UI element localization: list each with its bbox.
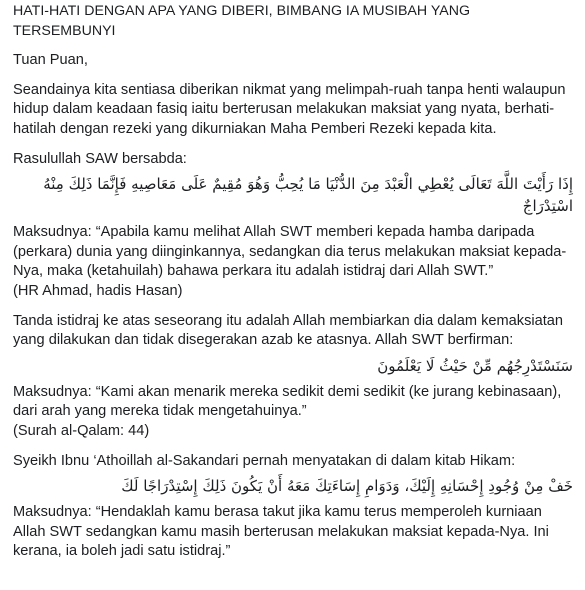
post-title: HATI-HATI DENGAN APA YANG DIBERI, BIMBANG IA MUSIBAH YANG TERSEMBUNYI	[13, 3, 470, 39]
quran-arabic: سَنَسْتَدْرِجُهُم مِّنْ حَيْثُ لَا يَعْلَمُونَ	[377, 356, 573, 375]
quran-meaning: Maksudnya: “Kami akan menarik mereka sedikit demi sedikit (ke jurang kebinasaan), dari arah yang mereka tidak mengetahuinya.”	[13, 383, 562, 420]
hadith-intro: Rasulullah SAW bersabda:	[13, 150, 187, 167]
hikam-intro: Syeikh Ibnu ‘Athoillah al-Sakandari pernah menyatakan di dalam kitab Hikam:	[13, 452, 516, 469]
hadith-meaning: Maksudnya: “Apabila kamu melihat Allah SWT memberi kepada hamba daripada (perkara) dunia yang diinginkannya, sedangkan dia terus melakukan maksiat kepada-Nya, maka (ketahuilah) bahawa perkara itu adalah istidraj dari Allah SWT.”	[13, 224, 567, 280]
hadith-arabic: إِذَا رَأَيْتَ اللَّهَ تَعَالَى يُعْطِي الْعَبْدَ مِنَ الدُّنْيَا مَا يُحِبُّ وَهُوَ مُقِيمٌ عَلَى مَعَاصِيهِ فَإِنَّمَا ذَلِكَ مِنْهُ اسْتِدْرَاجٌ	[43, 175, 573, 216]
paragraph-intro: Seandainya kita sentiasa diberikan nikmat yang melimpah-ruah tanpa henti walaupun hidup dalam keadaan fasiq iaitu berterusan melakukan maksiat yang nyata, berhati-hatilah dengan rezeki yang dikurniakan Maha Pemberi Rezeki kepada kita.	[13, 81, 566, 137]
greeting: Tuan Puan,	[13, 52, 88, 69]
hikam-meaning: Maksudnya: “Hendaklah kamu berasa takut jika kamu terus memperoleh kurniaan Allah SWT sedangkan kamu masih berterusan melakukan maksiat kepada-Nya. Ini kerana, ia boleh jadi satu istidraj.”	[13, 504, 549, 560]
paragraph-istidraj: Tanda istidraj ke atas seseorang itu adalah Allah membiarkan dia dalam kemaksiatan yang dilakukan dan tidak disegerakan azab ke atasnya. Allah SWT berfirman:	[13, 312, 564, 349]
quran-source: (Surah al-Qalam: 44)	[13, 422, 150, 439]
hadith-source: (HR Ahmad, hadis Hasan)	[13, 282, 183, 299]
hikam-arabic: خَفْ مِنْ وُجُودِ إِحْسَانِهِ إِلَيْكَ، وَدَوَامِ إِسَاءَتِكَ مَعَهُ أَنْ يَكُونَ ذَلِكَ إِسْتِدْرَاجًا لَكَ	[121, 477, 573, 496]
